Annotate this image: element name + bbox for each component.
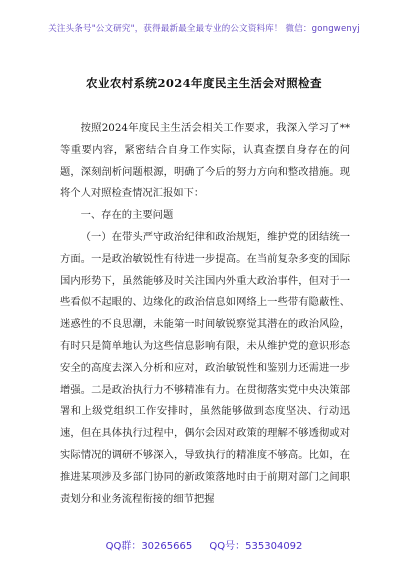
document-title: 农业农村系统2024年度民主生活会对照检查 [86, 76, 322, 90]
section-heading: 一、存在的主要问题 [80, 209, 174, 222]
header-banner: 关注头条号"公文研究"，获得最新最全最专业的公文资料库！ 微信：gongwenyj [48, 24, 360, 34]
body-paragraph: （一）在带头严守政治纪律和政治规矩，维护党的团结统一方面。一是政治敏锐性有待进一步提高。在当前复杂多变的国际国内形势下，虽然能够及时关注国内外重大政治事件，但对于一些看似不起眼的、边缘化的政治信息如网络上一些带有隐蔽性、迷惑性的不良思潮，未能第一时间敏锐察觉其潜在的政治风险，有时只是简单地认为这些信息影响有限，未从维护党的意识形态安全的高度去深入分析和应对，政治敏锐性和鉴别力还需进一步增强。二是政治执行力不够精准有力。在贯彻落实党中央决策部署和上级党组织工作安排时，虽然能够做到态度坚决、行动迅速，但在具体执行过程中，偶尔会因对政策的理解不够透彻或对实际情况的调研不够深入，导致执行的精准度不够高。比如，在推进某项涉及多部门协同的新政策落地时由于前期对部门之间职责划分和业务流程衔接的细节把握 [60, 230, 350, 505]
document-body [60, 118, 350, 510]
intro-paragraph: 按照2024年度民主生活会相关工作要求，我深入学习了**等重要内容，紧密结合自身工作实际，认真查摆自身存在的问题，深刻剖析问题根源，明确了今后的努力方向和整改措施。现将个人对照检查情况汇报如下： [60, 122, 350, 200]
qq-number-text: QQ号：535304092 [209, 541, 303, 552]
qq-group-text: QQ群：30265665 [105, 541, 193, 552]
footer-banner [0, 537, 408, 552]
